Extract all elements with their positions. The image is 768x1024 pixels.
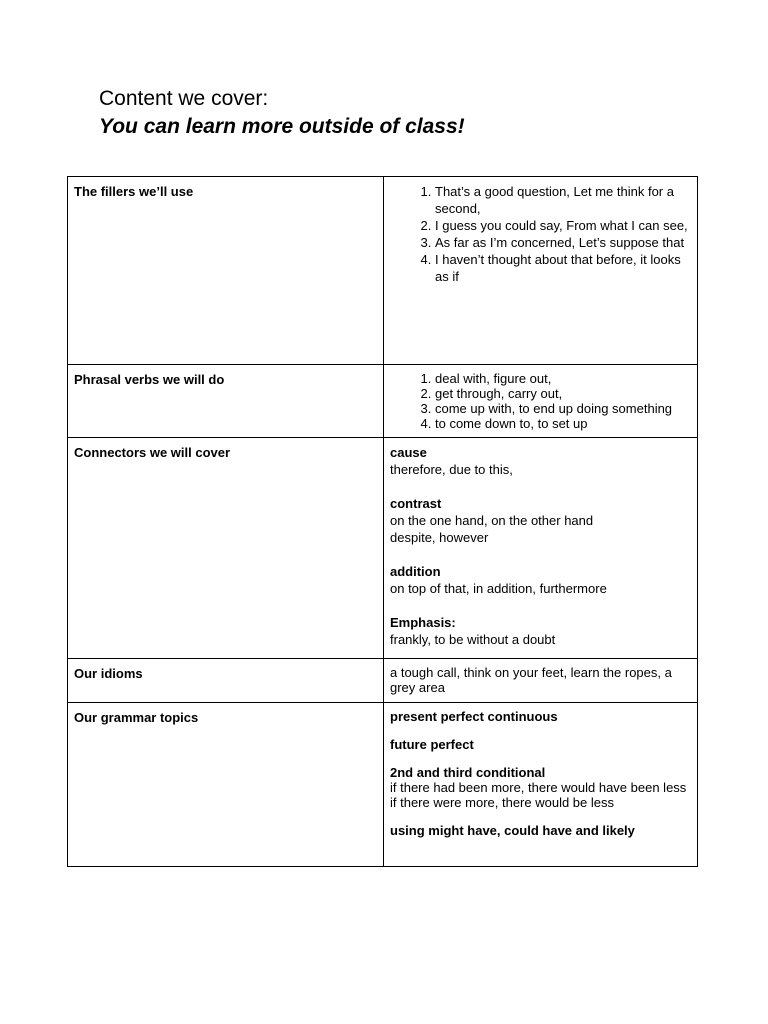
connector-line: therefore, due to this,	[390, 462, 513, 477]
connector-line: on the one hand, on the other hand	[390, 513, 594, 528]
table-row-phrasal-verbs	[68, 365, 698, 438]
fillers-label: The fillers we’ll use	[68, 177, 384, 365]
connectors-cell	[384, 438, 698, 659]
table-row-fillers	[68, 177, 698, 365]
grammar-topic: future perfect	[390, 737, 474, 752]
table-row-idioms	[68, 659, 698, 703]
table-row-connectors	[68, 438, 698, 659]
grammar-label: Our grammar topics	[68, 703, 384, 867]
page-title: Content we cover:	[99, 87, 269, 110]
fillers-list	[390, 183, 691, 285]
connector-heading-emphasis: Emphasis:	[390, 615, 456, 630]
phrasal-verbs-label: Phrasal verbs we will do	[68, 365, 384, 438]
list-item: 4. to come down to, to set up	[435, 416, 691, 431]
list-item: 2. I guess you could say, From what I can see,	[435, 217, 691, 234]
grammar-topic: present perfect continuous	[390, 709, 558, 724]
connector-line: despite, however	[390, 530, 489, 545]
grammar-topic: using might have, could have and likely	[390, 823, 635, 838]
connector-heading-cause: cause	[390, 445, 427, 460]
list-item: 4. I haven’t thought about that before, it looks as if	[435, 251, 691, 285]
grammar-example: if there were more, there would be less	[390, 795, 614, 810]
list-item: 1. deal with, figure out,	[435, 371, 691, 386]
fillers-cell	[384, 177, 698, 365]
table-row-grammar	[68, 703, 698, 867]
page-subtitle: You can learn more outside of class!	[99, 115, 465, 138]
idioms-cell: a tough call, think on your feet, learn the ropes, a grey area	[384, 659, 698, 703]
grammar-topic: 2nd and third conditional	[390, 765, 546, 780]
list-item: 1. That’s a good question, Let me think for a second,	[435, 183, 691, 217]
content-table	[67, 176, 698, 867]
connector-line: on top of that, in addition, furthermore	[390, 581, 607, 596]
grammar-example: if there had been more, there would have been less	[390, 780, 687, 795]
connector-heading-addition: addition	[390, 564, 441, 579]
list-item: 3. come up with, to end up doing something	[435, 401, 691, 416]
phrasal-verbs-cell	[384, 365, 698, 438]
phrasal-verbs-list	[390, 371, 691, 431]
list-item: 3. As far as I’m concerned, Let’s suppose that	[435, 234, 691, 251]
idioms-label: Our idioms	[68, 659, 384, 703]
connector-heading-contrast: contrast	[390, 496, 442, 511]
list-item: 2. get through, carry out,	[435, 386, 691, 401]
connectors-label: Connectors we will cover	[68, 438, 384, 659]
connector-line: frankly, to be without a doubt	[390, 632, 556, 647]
grammar-cell	[384, 703, 698, 867]
